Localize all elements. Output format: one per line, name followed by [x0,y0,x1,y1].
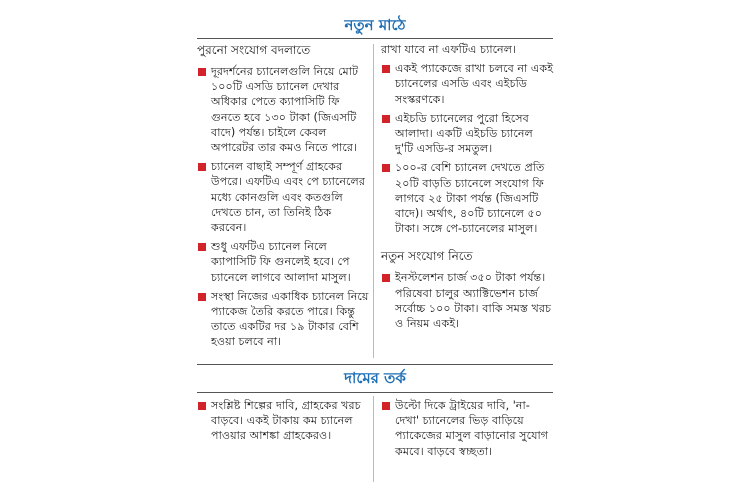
list-item: এইচডি চ্যানেলের পুরো হিসেব আলাদা। একটি এইচডি চ্যানেল দু'টি এসডি-র সমতুল। [381,111,553,157]
list-item: সংশ্লিষ্ট শিল্পের দাবি, গ্রাহকের খরচ বাড়বে। একই টাকায় কম চ্যানেল পাওয়ার আশঙ্কা গ্রাহকেরও। [197,398,369,444]
divider [197,392,553,393]
list-item: ১০০-র বেশি চ্যানেল দেখতে প্রতি ২০টি বাড়তি চ্যানেলে সংযোগ ফি লাগবে ২৫ টাকা পর্যন্ত (জিএসটি বাদে)। অর্থাৎ, ৪০টি চ্যানেলে ৫০ টাকা। সঙ্গে পে-চ্যানেলের মাসুল। [381,160,553,236]
infographic-panel [197,12,553,488]
right-column-debate [381,398,553,463]
divider [197,364,553,365]
right-column [381,42,553,335]
left-column [197,42,369,354]
list-item: ইনস্টলেশন চার্জ ৩৫০ টাকা পর্যন্ত। পরিষেবা চালুর অ্যাক্টিভেশন চার্জ সর্বোচ্চ ১০০ টাকা। বাকি সমস্ত খরচ ও নিয়ম একই। [381,270,553,331]
continued-text: রাখা যাবে না এফটিএ চ্যানেল। [381,43,517,56]
subheading-change-connection: পুরনো সংযোগ বদলাতে [197,43,311,57]
list-item: উল্টো দিকে ট্রাইয়ের দাবি, 'না-দেখা' চ্যানেলের ভিড় বাড়িয়ে প্যাকেজের মাসুল বাড়ানোর সুযোগ কমবে। বাড়বে স্বচ্ছতা। [381,398,553,459]
divider [197,38,553,39]
section-title-price-debate: দামের তর্ক [344,369,406,387]
left-column-debate [197,398,369,448]
column-divider [373,44,374,358]
list-item: একই প্যাকেজে রাখা চলবে না একই চ্যানেলের এসডি এবং এইচডি সংস্করণকে। [381,61,553,107]
subheading-new-connection: নতুন সংযোগ নিতে [381,249,473,264]
list-item: শুধু এফটিএ চ্যানেল নিলে ক্যাপাসিটি ফি গুনলেই হবে। পে চ্যানেলে লাগবে আলাদা মাসুল। [197,239,369,285]
list-item: সংস্থা নিজের একাধিক চ্যানেল নিয়ে প্যাকেজ তৈরি করতে পারে। কিন্তু তাতে একটির দর ১৯ টাকার বেশি হওয়া চলবে না। [197,289,369,350]
section-title-new-field: নতুন মাঠে [344,16,406,34]
column-divider [373,396,374,482]
list-item: চ্যানেল বাছাই সম্পূর্ণ গ্রাহকের উপরে। এফটিএ এবং পে চ্যানেলের মধ্যে কোনগুলি এবং কতগুলি দেখতে চান, তা তিনিই ঠিক করবেন। [197,159,369,235]
list-item: দূরদর্শনের চ্যানেলগুলি নিয়ে মোট ১০০টি এসডি চ্যানেল দেখার অধিকার পেতে ক্যাপাসিটি ফি গুনতে হবে ১৩০ টাকা (জিএসটি বাদে) পর্যন্ত। চাইলে কেবল অপারেটর তার কমও নিতে পারে। [197,64,369,155]
